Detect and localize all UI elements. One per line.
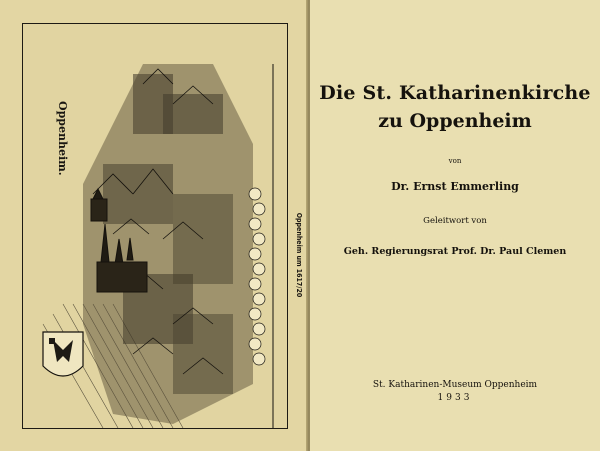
publisher: St. Katharinen-Museum Oppenheim: [372, 380, 538, 390]
von-label: von: [448, 157, 462, 165]
preface-author: Geh. Regierungsrat Prof. Dr. Paul Clemen: [343, 246, 567, 257]
author-name: Dr. Ernst Emmerling: [391, 180, 519, 193]
plate-caption: Oppenheim um 1617/20: [295, 212, 303, 298]
publication-year: 1933: [437, 393, 473, 403]
engraving-plate: [22, 23, 303, 429]
title-line-2: zu Oppenheim: [378, 110, 532, 132]
preface-label: Geleitwort von: [423, 216, 487, 226]
plate-town-label: Oppenheim.: [56, 101, 69, 176]
town-engraving-illustration: [23, 24, 287, 428]
coat-of-arms-icon: [43, 332, 83, 376]
title-page: [310, 0, 600, 451]
title-line-1: Die St. Katharinenkirche: [319, 82, 591, 104]
